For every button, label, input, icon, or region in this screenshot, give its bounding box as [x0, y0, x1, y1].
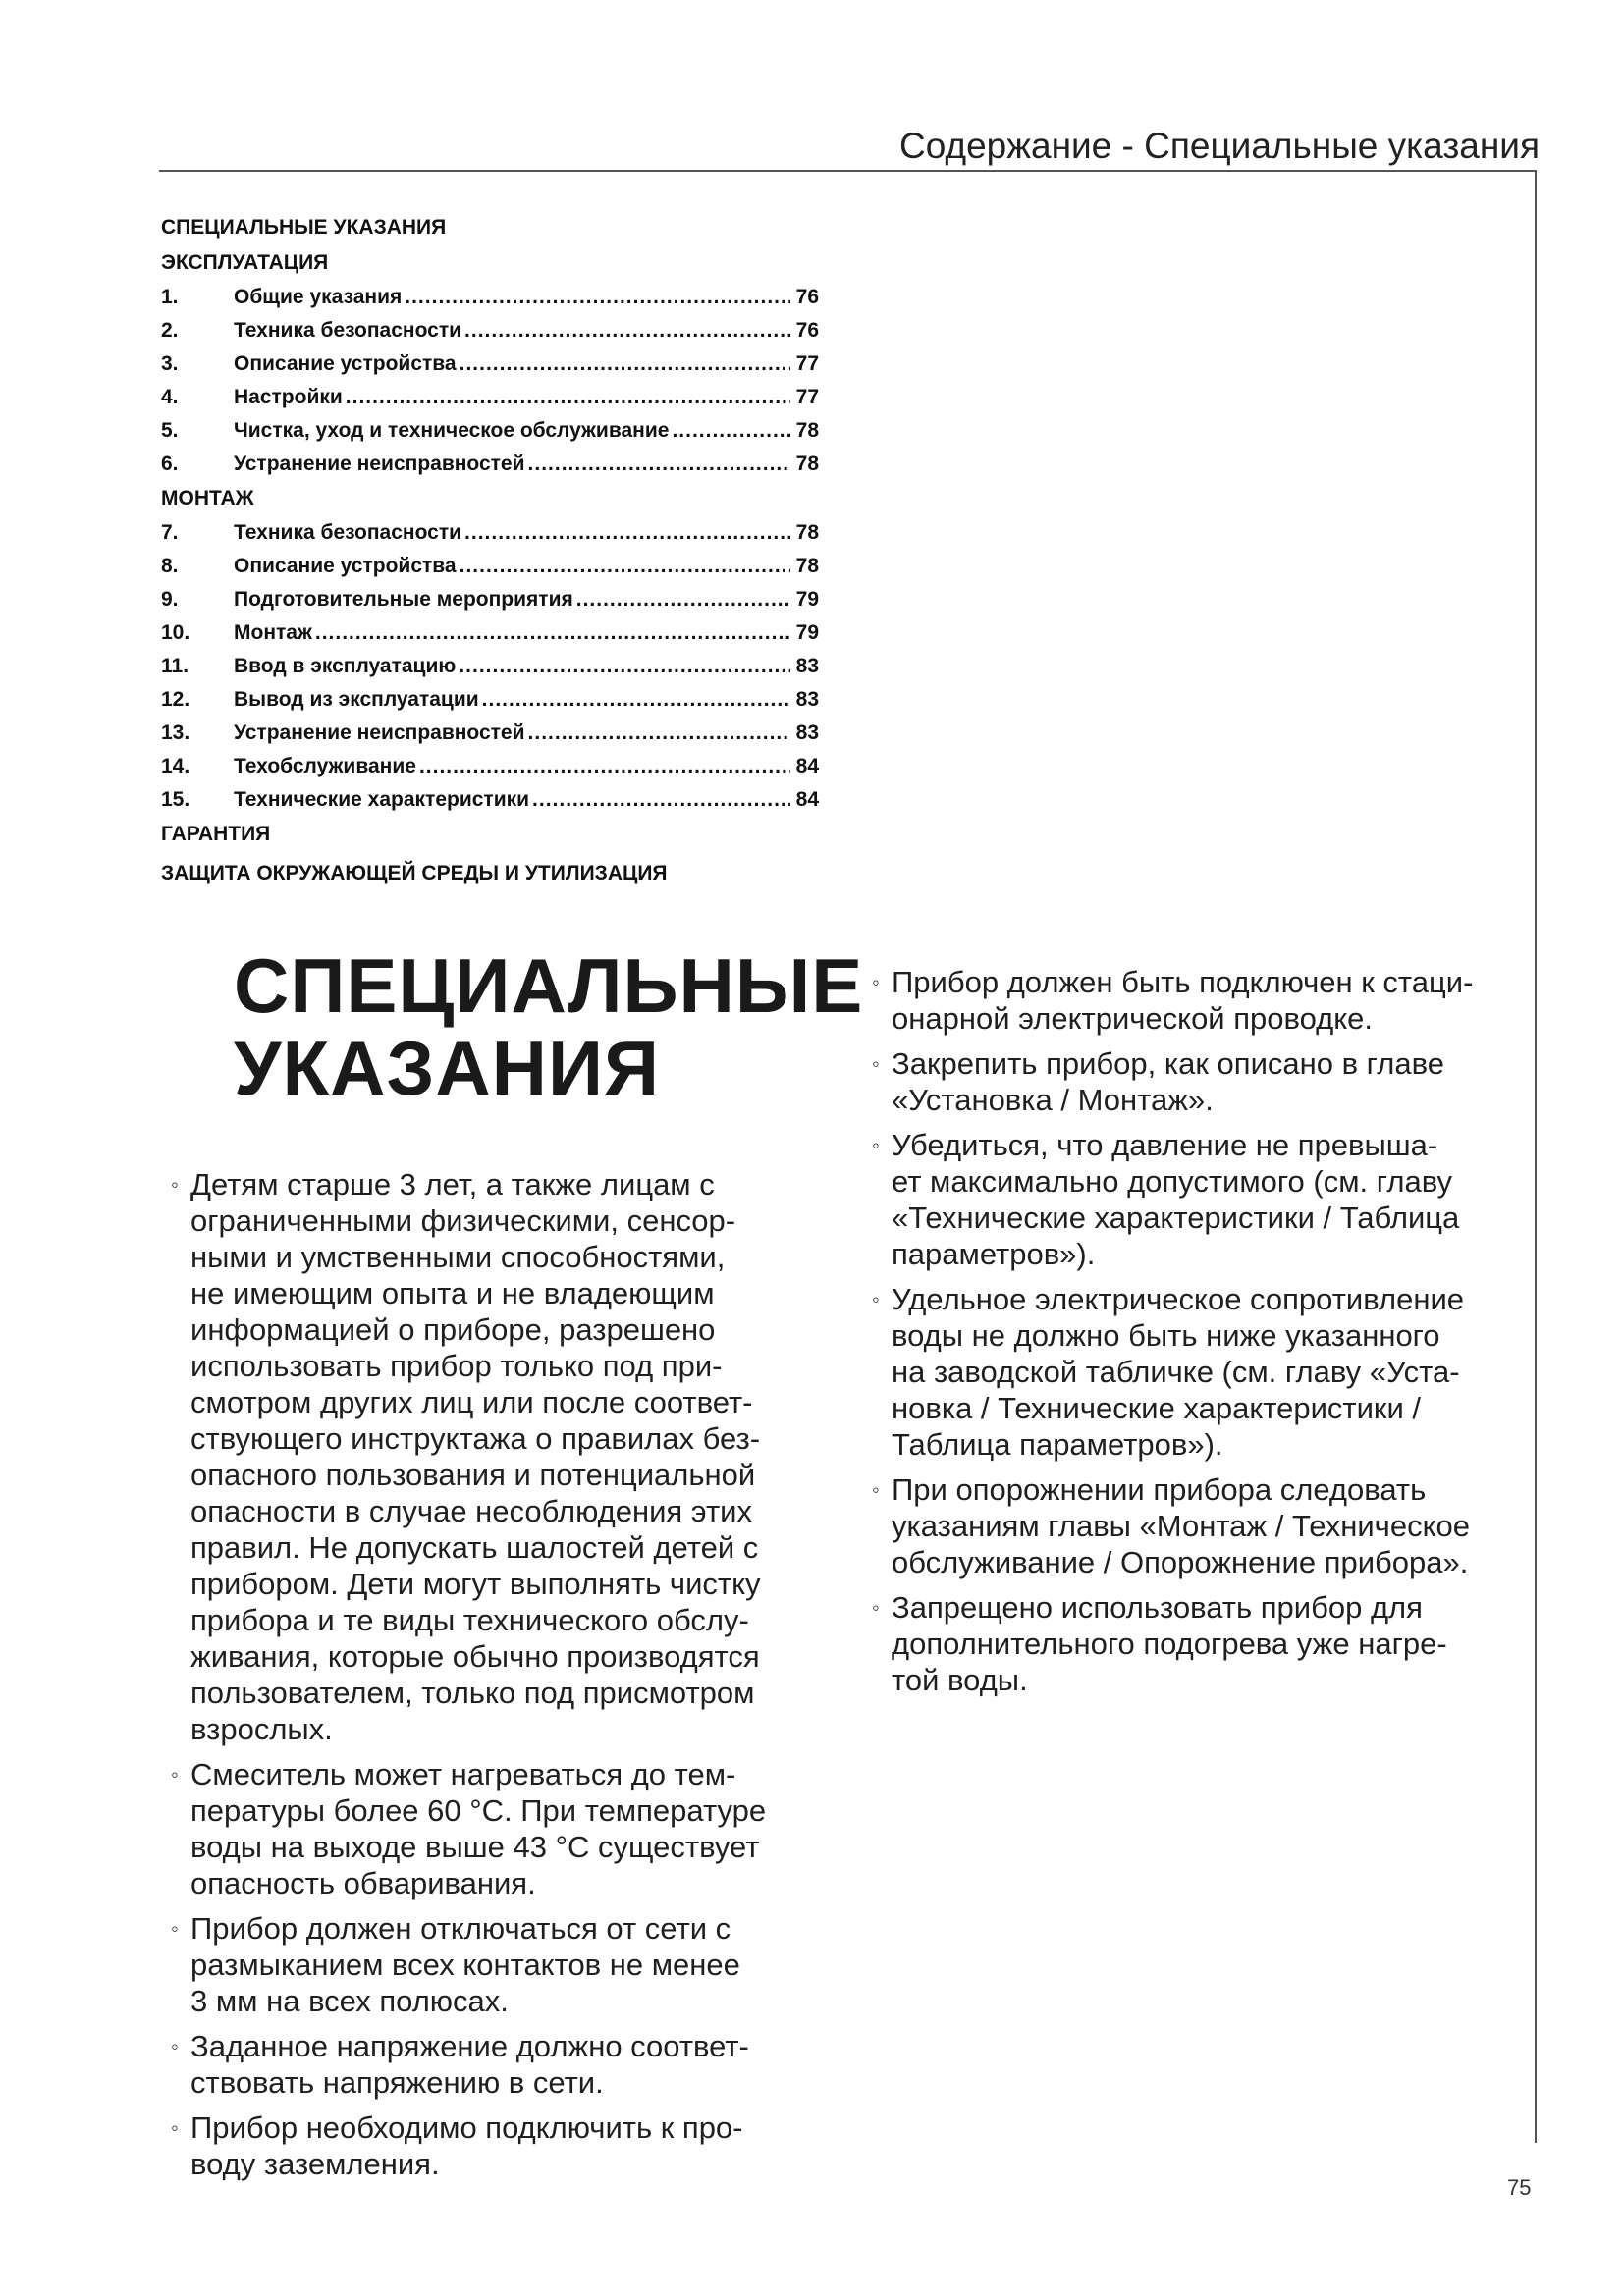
toc-entry-number: 14.	[161, 755, 190, 777]
toc-entry-title: Устранение неисправностей	[234, 721, 525, 744]
toc-entry-page: 77	[795, 352, 819, 375]
bullet-circle-icon: ◦	[171, 2034, 179, 2058]
toc-entry-number: 8.	[161, 555, 179, 577]
toc-entry-title: Технические характеристики	[234, 788, 530, 811]
bullet-item	[872, 1471, 1526, 1580]
page-header-title: Содержание - Специальные указания	[899, 126, 1540, 166]
toc-entry-title: Подготовительные мероприятия	[234, 588, 573, 611]
toc-entry-title: Вывод из эксплуатации	[234, 688, 479, 711]
left-column	[171, 1166, 825, 2191]
section-heading	[234, 942, 864, 1111]
right-column	[872, 964, 1526, 1707]
bullet-item	[171, 2028, 825, 2101]
toc-entry-number: 13.	[161, 721, 190, 744]
toc-dot-leader	[459, 650, 790, 683]
toc-installation-list	[161, 516, 819, 817]
toc-dot-leader	[464, 516, 790, 550]
toc-entry-page: 83	[795, 655, 819, 677]
toc-entry-page: 83	[795, 721, 819, 744]
toc-entry-title: Описание устройства	[234, 555, 457, 577]
toc-heading-installation[interactable]: МОНТАЖ	[161, 487, 254, 509]
bullet-circle-icon: ◦	[872, 1287, 880, 1311]
bullet-text: При опорожнении прибора следовать указаниям главы «Монтаж / Техническое обслуживание / Опорожнение прибора».	[892, 1472, 1470, 1579]
bullet-item	[872, 1281, 1526, 1463]
toc-entry[interactable]	[161, 281, 819, 314]
toc-entry-number: 10.	[161, 621, 190, 644]
bullet-circle-icon: ◦	[872, 1477, 880, 1502]
toc-entry-title: Описание устройства	[234, 352, 457, 375]
toc-entry-page: 79	[795, 621, 819, 644]
toc-entry-number: 9.	[161, 588, 179, 611]
bullet-text: Прибор должен отключаться от сети с размыканием всех контактов не менее 3 мм на всех полюсах.	[190, 1911, 740, 2018]
toc-dot-leader	[576, 583, 790, 616]
table-of-contents	[161, 210, 819, 891]
toc-entry-number: 2.	[161, 319, 179, 342]
bullet-circle-icon: ◦	[872, 1133, 880, 1157]
toc-entry-page: 76	[795, 319, 819, 342]
toc-entry-title: Устранение неисправностей	[234, 453, 525, 475]
toc-heading-operation[interactable]: ЭКСПЛУАТАЦИЯ	[161, 251, 329, 274]
toc-entry[interactable]	[161, 550, 819, 583]
side-rule	[1535, 170, 1537, 2143]
bullet-text: Удельное электрическое сопротивление воды не должно быть ниже указанного на заводской табличке (см. главу «Уста- новка / Технические характеристики / Таблица параметров»).	[892, 1282, 1465, 1462]
bullet-text: Убедиться, что давление не превыша- ет максимально допустимого (см. главу «Технические характеристики / Таблица параметров»).	[892, 1128, 1460, 1271]
toc-entry-number: 11.	[161, 655, 189, 677]
toc-entry[interactable]	[161, 448, 819, 481]
bullet-circle-icon: ◦	[872, 970, 880, 994]
toc-entry[interactable]	[161, 314, 819, 347]
toc-entry[interactable]	[161, 381, 819, 414]
toc-dot-leader	[528, 448, 790, 481]
toc-entry[interactable]	[161, 783, 819, 817]
bullet-text: Прибор должен быть подключен к стаци- онарной электрической проводке.	[892, 965, 1474, 1036]
toc-heading-warranty[interactable]: ГАРАНТИЯ	[161, 823, 271, 845]
bullet-item	[872, 1045, 1526, 1118]
toc-entry[interactable]	[161, 650, 819, 683]
toc-entry-title: Настройки	[234, 386, 343, 408]
toc-dot-leader	[315, 616, 790, 650]
toc-entry-page: 78	[795, 521, 819, 544]
toc-entry[interactable]	[161, 516, 819, 550]
bullet-text: Закрепить прибор, как описано в главе «Установка / Монтаж».	[892, 1046, 1444, 1117]
toc-entry-title: Техника безопасности	[234, 521, 462, 544]
bullet-text: Детям старше 3 лет, а также лицам с ограниченными физическими, сенсор- ными и умственными способностями, не имеющим опыта и не владеющим информацией о приборе, разрешено использовать прибор только под при- смотром других лиц или после соответ- ствующего инструктажа о правилах без- опасного пользования и потенциальной опасности в случае несоблюдения этих правил. Не допускать шалостей детей с прибором. Дети могут выполнять чистку прибора и те виды технического обслу- живания, которые обычно производятся пользователем, только под присмотром взрослых.	[190, 1167, 761, 1746]
toc-entry-page: 84	[795, 755, 819, 777]
bullet-text: Заданное напряжение должно соответ- ствовать напряжению в сети.	[190, 2029, 749, 2100]
toc-dot-leader	[528, 717, 790, 750]
toc-dot-leader	[346, 381, 790, 414]
toc-entry[interactable]	[161, 616, 819, 650]
toc-entry[interactable]	[161, 717, 819, 750]
toc-entry-page: 77	[795, 386, 819, 408]
toc-entry-number: 3.	[161, 352, 179, 375]
toc-entry-page: 83	[795, 688, 819, 711]
toc-entry-title: Техобслуживание	[234, 755, 416, 777]
toc-entry-page: 76	[795, 286, 819, 308]
toc-dot-leader	[532, 783, 790, 817]
section-heading-line1: СПЕЦИАЛЬНЫЕ	[234, 942, 864, 1029]
toc-entry-page: 78	[795, 453, 819, 475]
toc-dot-leader	[405, 281, 790, 314]
toc-entry[interactable]	[161, 414, 819, 448]
bullet-text: Запрещено использовать прибор для дополнительного подогрева уже нагре- той воды.	[892, 1590, 1447, 1697]
toc-entry-title: Техника безопасности	[234, 319, 462, 342]
toc-entry-number: 1.	[161, 286, 179, 308]
toc-entry-number: 5.	[161, 419, 179, 442]
toc-entry-number: 6.	[161, 453, 179, 475]
toc-entry-page: 78	[795, 419, 819, 442]
header-rule	[159, 170, 1536, 172]
toc-entry[interactable]	[161, 347, 819, 381]
bullet-circle-icon: ◦	[171, 1762, 179, 1787]
bullet-item	[171, 2109, 825, 2182]
toc-entry-number: 15.	[161, 788, 190, 811]
bullet-text: Прибор необходимо подключить к про- воду заземления.	[190, 2110, 743, 2181]
toc-entry-title: Общие указания	[234, 286, 403, 308]
toc-entry-title: Ввод в эксплуатацию	[234, 655, 457, 677]
toc-entry[interactable]	[161, 683, 819, 717]
toc-entry-page: 78	[795, 555, 819, 577]
toc-entry-title: Монтаж	[234, 621, 312, 644]
toc-dot-leader	[672, 414, 790, 448]
bullet-circle-icon: ◦	[171, 1172, 179, 1197]
bullet-item	[171, 1756, 825, 1901]
toc-entry-page: 79	[795, 588, 819, 611]
toc-heading-environment[interactable]: ЗАЩИТА ОКРУЖАЮЩЕЙ СРЕДЫ И УТИЛИЗАЦИЯ	[161, 862, 668, 884]
bullet-item	[171, 1166, 825, 1747]
bullet-item	[872, 1127, 1526, 1272]
toc-entry-number: 12.	[161, 688, 190, 711]
toc-dot-leader	[482, 683, 790, 717]
toc-operation-list	[161, 281, 819, 481]
bullet-circle-icon: ◦	[872, 1595, 880, 1620]
toc-entry[interactable]	[161, 583, 819, 616]
bullet-circle-icon: ◦	[872, 1051, 880, 1076]
toc-entry-title: Чистка, уход и техническое обслуживание	[234, 419, 670, 442]
page-number: 75	[1507, 2175, 1532, 2200]
toc-dot-leader	[460, 550, 790, 583]
toc-entry[interactable]	[161, 750, 819, 783]
toc-heading-special[interactable]: СПЕЦИАЛЬНЫЕ УКАЗАНИЯ	[161, 216, 447, 239]
section-heading-line2: УКАЗАНИЯ	[234, 1025, 661, 1111]
bullet-circle-icon: ◦	[171, 2115, 179, 2140]
bullet-item	[171, 1910, 825, 2019]
bullet-text: Смеситель может нагреваться до тем- пературы более 60 °C. При температуре воды на выходе выше 43 °C существует опасность обваривания.	[190, 1757, 767, 1900]
bullet-item	[872, 1589, 1526, 1698]
toc-dot-leader	[419, 750, 790, 783]
toc-entry-page: 84	[795, 788, 819, 811]
toc-entry-number: 7.	[161, 521, 179, 544]
toc-entry-number: 4.	[161, 386, 179, 408]
bullet-circle-icon: ◦	[171, 1916, 179, 1941]
toc-dot-leader	[460, 347, 790, 381]
toc-dot-leader	[464, 314, 790, 347]
bullet-item	[872, 964, 1526, 1037]
